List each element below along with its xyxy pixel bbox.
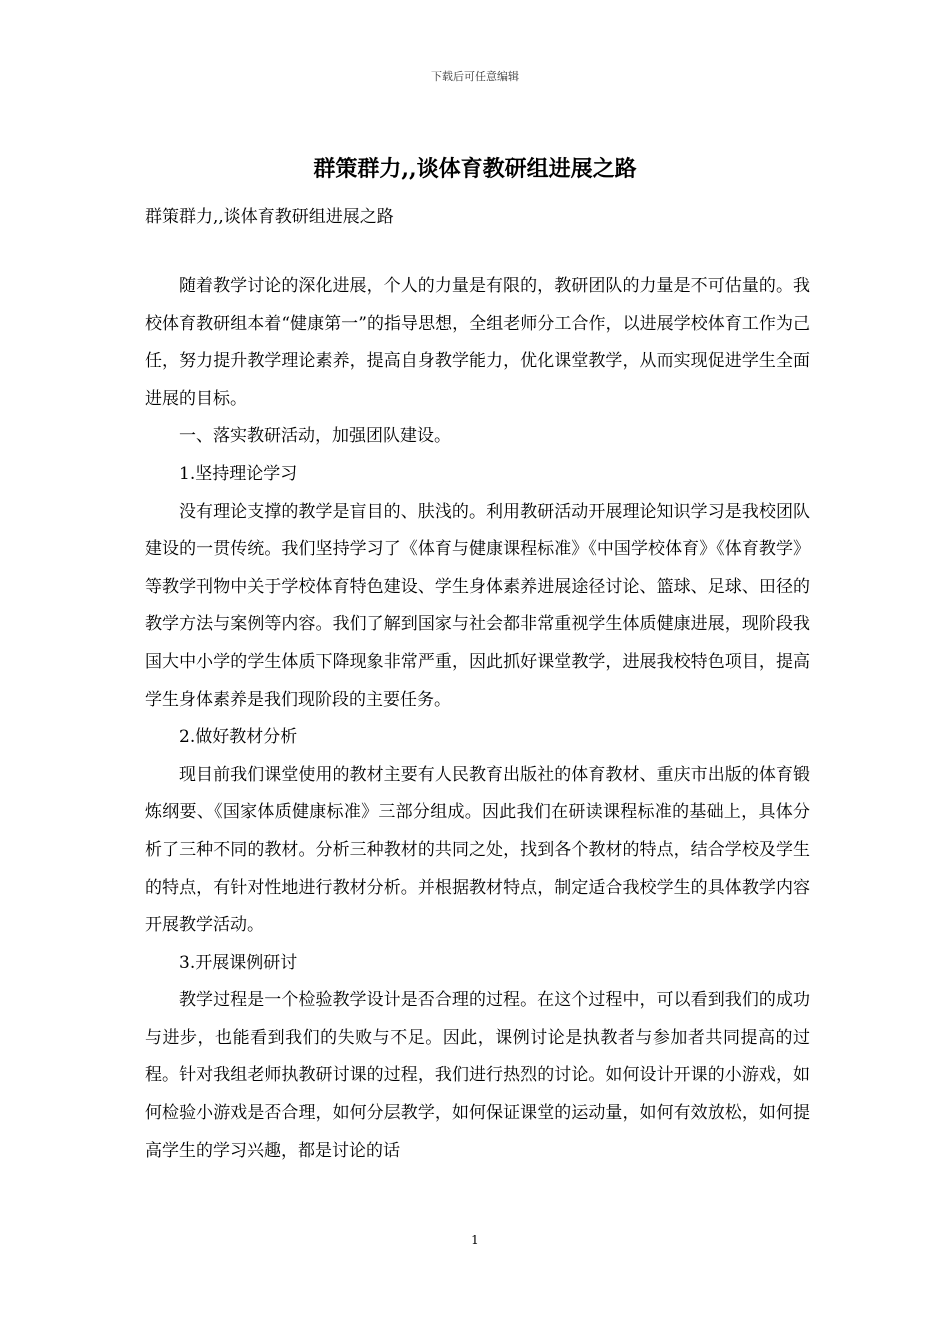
paragraph-case-study: 教学过程是一个检验教学设计是否合理的过程。在这个过程中，可以看到我们的成功与进步，也能看到我们的失败与不足。因此，课例讨论是执教者与参加者共同提高的过程。针对我组老师执教研讨课的过程，我们进行热烈的讨论。如何设计开课的小游戏，如何检验小游戏是否合理，如何分层教学，如何保证课堂的运动量，如何有效放松，如何提高学生的学习兴趣，都是讨论的话 (145, 990, 810, 1161)
section-heading-1: 一、落实教研活动，加强团队建设。 (179, 426, 451, 447)
document-subtitle: 群策群力,,谈体育教研组进展之路 (145, 207, 394, 227)
paragraph-textbook-analysis: 现目前我们课堂使用的教材主要有人民教育出版社的体育教材、重庆市出版的体育锻炼纲要、《国家体质健康标准》三部分组成。因此我们在研读课程标准的基础上，具体分析了三种不同的教材。分析三种教材的共同之处，找到各个教材的特点，结合学校及学生的特点，有针对性地进行教材分析。并根据教材特点，制定适合我校学生的具体教学内容开展教学活动。 (145, 764, 810, 936)
page-number: 1 (471, 1233, 479, 1247)
document-body (145, 268, 810, 1170)
paragraph-theory-study: 没有理论支撑的教学是盲目的、肤浅的。利用教研活动开展理论知识学习是我校团队建设的一贯传统。我们坚持学习了《体育与健康课程标准》《中国学校体育》《体育教学》等教学刊物中关于学校体育特色建设、学生身体素养进展途径讨论、篮球、足球、田径的教学方法与案例等内容。我们了解到国家与社会都非常重视学生体质健康进展，现阶段我国大中小学的学生体质下降现象非常严重，因此抓好课堂教学，进展我校特色项目，提高学生身体素养是我们现阶段的主要任务。 (145, 501, 810, 710)
document-title: 群策群力,,谈体育教研组进展之路 (313, 156, 637, 182)
subheading-textbook-analysis: 2.做好教材分析 (179, 727, 298, 748)
paragraph-intro: 随着教学讨论的深化进展，个人的力量是有限的，教研团队的力量是不可估量的。我校体育教研组本着“健康第一”的指导思想，全组老师分工合作，以进展学校体育工作为己任，努力提升教学理论素养，提高自身教学能力，优化课堂教学，从而实现促进学生全面进展的目标。 (145, 276, 810, 409)
subheading-case-study: 3.开展课例研讨 (179, 952, 298, 973)
subheading-theory-study: 1.坚持理论学习 (179, 463, 298, 484)
page-header-note: 下载后可任意编辑 (431, 70, 519, 83)
